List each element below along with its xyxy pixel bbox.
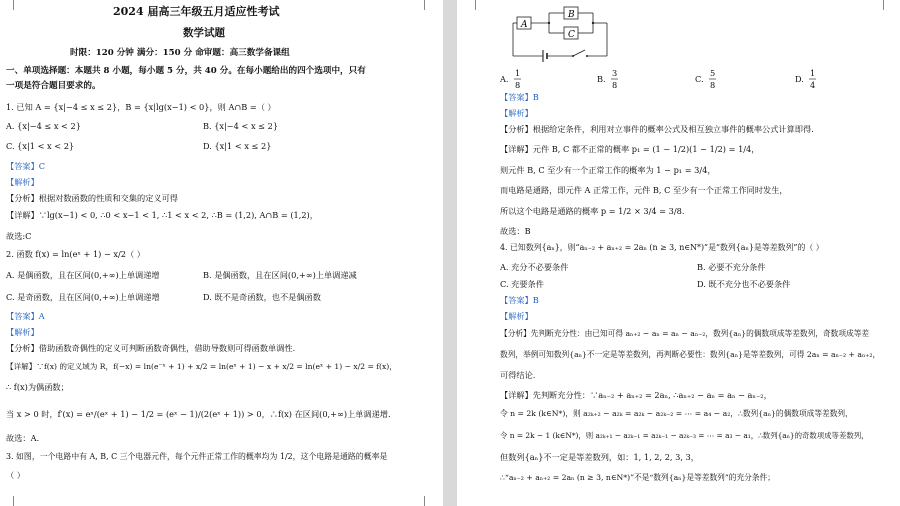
q3-option-b-num: 3 <box>612 68 618 78</box>
q1-answer: 【答案】C <box>6 161 46 171</box>
q1-stem: 1. 已知 A = {x|−4 ≤ x ≤ 2}，B = {x|lg(x−1) < 0}，则 A∩B =（ ） <box>6 102 276 112</box>
q4-xiangjie-3: 令 n = 2k − 1 (k∈N*)，则 a₂ₖ₊₁ − a₂ₖ₋₁ = a₂ₖ₋₁ − a₂ₖ₋₃ = ⋯ = a₃ − a₁，∴数列{aₙ}的奇数项成等差数列， <box>500 431 869 440</box>
section-header-cont: 一项是符合题目要求的。 <box>6 81 101 91</box>
q1-fenxi: 【分析】根据对数函数的性质和交集的定义可得 <box>6 193 178 203</box>
left-page <box>0 0 443 506</box>
q1-conclusion: 故选:C <box>6 231 32 241</box>
q4-option-b: B. 必要不充分条件 <box>697 262 766 272</box>
q2-option-d: D. 既不是奇函数，也不是偶函数 <box>203 292 321 302</box>
circuit-label-b: B <box>568 10 575 20</box>
q4-xiangjie-5: ∴“aₙ₋₂ + aₙ₊₂ = 2aₙ (n ≥ 3, n∈N*)”不是“数列{aₙ}是等差数列”的充分条件； <box>500 473 775 482</box>
q3-paren: （ ） <box>6 470 25 480</box>
q4-xiangjie-1: 【详解】先判断充分性：∵aₙ₋₂ + aₙ₊₂ = 2aₙ, ∴aₙ₊₂ − aₙ = aₙ − aₙ₋₂， <box>500 390 772 400</box>
q1-analysis-tag: 【解析】 <box>6 177 39 187</box>
q2-option-b: B. 是偶函数，且在区间(0,+∞)上单调递减 <box>203 270 357 280</box>
exam-info: 时限：120 分钟 满分：150 分 命审题：高三数学备课组 <box>70 48 290 58</box>
q2-derivative: 当 x > 0 时，f′(x) = eˣ/(eˣ + 1) − 1/2 = (eˣ − 1)/(2(eˣ + 1)) > 0，∴f(x) 在区间(0,+∞)上单调递增. <box>6 409 391 419</box>
q2-even: ∴ f(x)为偶函数； <box>6 382 69 392</box>
q3-options <box>497 68 877 90</box>
q4-option-c: C. 充要条件 <box>500 279 544 289</box>
circuit-label-c: C <box>568 30 575 40</box>
q4-answer: 【答案】B <box>500 295 539 305</box>
q1-option-b: B. {x|−4 < x ≤ 2} <box>203 121 279 131</box>
q3-option-c-den: 8 <box>710 80 716 90</box>
q2-stem: 2. 函数 f(x) = ln(eˣ + 1) − x/2（ ） <box>6 249 145 259</box>
q3-option-c-num: 5 <box>710 68 716 78</box>
q3-option-a-den: 8 <box>515 80 521 90</box>
q3-option-c-letter: C. <box>695 74 704 84</box>
q4-fenxi-2: 数列，举例可知数列{aₙ}不一定是等差数列，再判断必要性：数列{aₙ}是等差数列，可得 2aₙ = aₙ₋₂ + aₙ₊₂， <box>500 350 881 359</box>
q2-analysis-tag: 【解析】 <box>6 327 39 337</box>
q4-fenxi-1: 【分析】先判断充分性：由已知可得 aₙ₊₂ − aₙ = aₙ − aₙ₋₂，数列{aₙ}的偶数项成等差数列，奇数项成等差 <box>500 329 870 338</box>
q3-stem: 3. 如图，一个电路中有 A, B, C 三个电器元件，每个元件正常工作的概率均为 1/2，这个电路是通路的概率是 <box>6 452 388 461</box>
q4-option-a: A. 充分不必要条件 <box>500 262 569 272</box>
exam-subject: 数学试题 <box>183 27 225 39</box>
q1-option-d: D. {x|1 < x ≤ 2} <box>203 141 272 151</box>
circuit-diagram <box>507 4 627 66</box>
crop-mark <box>3 496 14 506</box>
q3-xiangjie: 【详解】元件 B, C 都不正常的概率 p₁ = (1 − 1/2)(1 − 1/2) = 1/4， <box>500 144 760 154</box>
q2-xiangjie: 【详解】∵f(x) 的定义域为 R，f(−x) = ln(e⁻ˣ + 1) + x/2 = ln(eˣ + 1) − x + x/2 = ln(eˣ + 1) − x/2 = f(x)， <box>6 362 397 371</box>
q2-conclusion: 故选：A. <box>6 433 40 443</box>
q3-option-b-den: 8 <box>612 80 618 90</box>
circuit-label-a: A <box>521 20 528 30</box>
q2-option-c: C. 是奇函数，且在区间(0,+∞)上单调递增 <box>6 292 160 302</box>
q3-option-d-den: 4 <box>810 80 816 90</box>
q1-xiangjie: 【详解】∵lg(x−1) < 0, ∴0 < x−1 < 1, ∴1 < x < 2, ∴B = (1,2), A∩B = (1,2)， <box>6 210 318 220</box>
crop-mark <box>424 496 435 506</box>
right-page <box>457 0 900 506</box>
q4-option-d: D. 既不充分也不必要条件 <box>697 279 791 289</box>
section-header: 一、单项选择题：本题共 8 小题，每小题 5 分，共 40 分。在每小题给出的四个选项中，只有 <box>6 66 366 76</box>
q4-xiangjie-2: 令 n = 2k (k∈N*)，则 a₂ₖ₊₂ − a₂ₖ = a₂ₖ − a₂ₖ₋₂ = ⋯ = a₄ − a₂，∴数列{aₙ}的偶数项成等差数列， <box>500 409 853 418</box>
q4-xiangjie-4: 但数列{aₙ}不一定是等差数列，如：1, 1, 2, 2, 3, 3， <box>500 452 699 462</box>
page-gutter <box>443 0 457 506</box>
crop-mark <box>424 0 435 10</box>
q4-analysis-tag: 【解析】 <box>500 311 533 321</box>
q3-answer: 【答案】B <box>500 92 539 102</box>
q3-option-d-num: 1 <box>810 68 816 78</box>
q3-option-a-num: 1 <box>515 68 521 78</box>
crop-mark <box>465 0 476 10</box>
q3-step-4: 所以这个电路是通路的概率 p = 1/2 × 3/4 = 3/8. <box>500 206 685 216</box>
crop-mark <box>3 0 14 10</box>
exam-title: 2024 届高三年级五月适应性考试 <box>113 5 280 18</box>
q1-option-a: A. {x|−4 ≤ x < 2} <box>6 121 81 131</box>
q2-answer: 【答案】A <box>6 311 45 321</box>
q3-option-b-letter: B. <box>597 74 606 84</box>
q1-option-c: C. {x|1 < x < 2} <box>6 141 75 151</box>
q3-option-d-letter: D. <box>795 74 804 84</box>
crop-mark <box>883 0 894 10</box>
q3-step-2: 则元件 B, C 至少有一个正常工作的概率为 1 − p₁ = 3/4， <box>500 165 716 175</box>
q4-stem: 4. 已知数列{aₙ}，则“aₙ₋₂ + aₙ₊₂ = 2aₙ (n ≥ 3, n∈N*)”是“数列{aₙ}是等差数列”的（ ） <box>500 243 824 252</box>
q3-conclusion: 故选：B <box>500 226 531 236</box>
q3-analysis-tag: 【解析】 <box>500 108 533 118</box>
q3-step-3: 而电路是通路，即元件 A 正常工作，元件 B, C 至少有一个正常工作同时发生， <box>500 185 788 195</box>
q4-fenxi-3: 可得结论. <box>500 370 536 380</box>
q2-option-a: A. 是偶函数，且在区间(0,+∞)上单调递增 <box>6 270 160 280</box>
q3-option-a-letter: A. <box>500 74 509 84</box>
q2-fenxi: 【分析】借助函数奇偶性的定义可判断函数奇偶性，借助导数则可得函数单调性. <box>6 343 296 353</box>
q3-fenxi: 【分析】根据给定条件，利用对立事件的概率公式及相互独立事件的概率公式计算即得. <box>500 124 814 134</box>
